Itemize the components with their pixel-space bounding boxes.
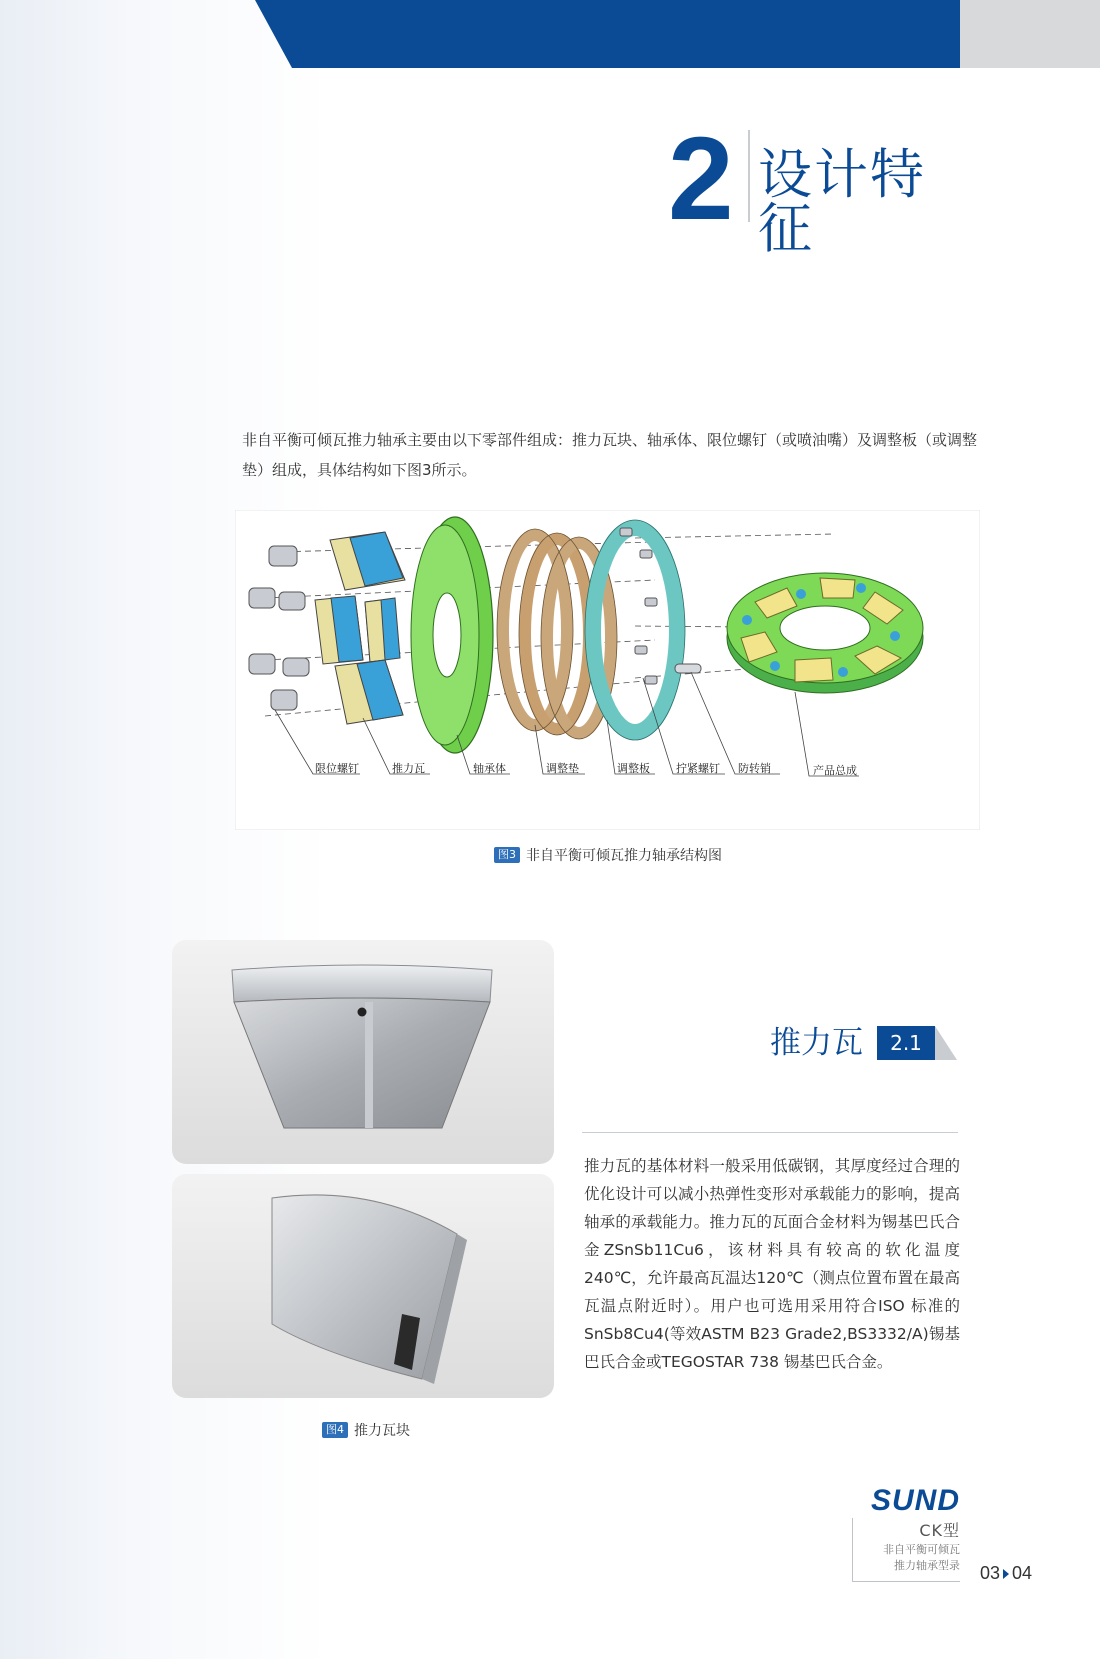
page-left: 03	[980, 1563, 1001, 1583]
page-right: 04	[1012, 1563, 1033, 1583]
catalog-desc-line2: 推力轴承型录	[894, 1559, 960, 1572]
subsection-heading	[770, 1024, 960, 1062]
catalog-model: CK型	[919, 1521, 960, 1540]
subsection-title: 推力瓦	[770, 1025, 863, 1061]
subsection-divider	[582, 1132, 958, 1133]
catalog-desc-line1: 非自平衡可倾瓦	[883, 1543, 960, 1556]
heading-divider	[748, 130, 750, 222]
brand-logo-block	[852, 1484, 960, 1518]
page-numbers	[980, 1563, 1032, 1584]
figure-3-tag: 图3	[494, 847, 520, 863]
label-limit-screw: 限位螺钉	[315, 762, 359, 775]
figure-4-caption	[322, 1420, 410, 1440]
header-bar-accent	[960, 0, 1100, 68]
subsection-tag-tail	[935, 1026, 957, 1060]
label-adjusting-shim: 调整垫	[546, 762, 579, 775]
figure-3-caption	[494, 845, 722, 865]
catalog-info	[852, 1518, 960, 1582]
figure-3-caption-text: 非自平衡可倾瓦推力轴承结构图	[526, 848, 722, 864]
page-arrow-icon	[1003, 1569, 1009, 1579]
figure-4-caption-text: 推力瓦块	[354, 1423, 410, 1439]
label-bearing-body: 轴承体	[473, 762, 506, 775]
section-number: 2	[668, 113, 730, 245]
brand-logo: SUND	[870, 1484, 960, 1517]
anti-rotation-pin	[675, 664, 701, 673]
product-assembly	[727, 573, 923, 693]
photo-thrust-pad-front	[172, 940, 554, 1164]
thrust-pad-description: 推力瓦的基体材料一般采用低碳钢，其厚度经过合理的优化设计可以减小热弹性变形对承载能力的影响，提高轴承的承载能力。推力瓦的瓦面合金材料为锡基巴氏合金ZSnSb11Cu6，该材料具有较高的软化温度240℃，允许最高瓦温达120℃（测点位置布置在最高瓦温点附近时）。用户也可选用采用符合ISO 标准的SnSb8Cu4(等效ASTM B23 Grade2,BS3332/A)锡基巴氏合金或TEGOSTAR 738 锡基巴氏合金。	[584, 1157, 960, 1371]
intro-paragraph: 非自平衡可倾瓦推力轴承主要由以下零部件组成：推力瓦块、轴承体、限位螺钉（或喷油嘴）及调整板（或调整垫）组成，具体结构如下图3所示。	[242, 431, 978, 479]
label-tightening-screw: 拧紧螺钉	[676, 762, 720, 775]
label-product-assembly: 产品总成	[813, 764, 857, 777]
label-anti-rotation-pin: 防转销	[738, 762, 771, 775]
label-thrust-pad: 推力瓦	[392, 762, 425, 775]
section-title: 设计特征	[758, 143, 926, 260]
figure-4-tag: 图4	[322, 1422, 348, 1438]
section-heading	[668, 113, 968, 260]
bearing-body	[411, 517, 493, 753]
figure-3-exploded-diagram	[235, 510, 980, 830]
label-adjusting-plate: 调整板	[617, 762, 650, 775]
header-bar	[0, 0, 960, 68]
subsection-number: 2.1	[877, 1026, 935, 1060]
photo-thrust-pad-back	[172, 1174, 554, 1398]
subsection-number-tag	[877, 1026, 957, 1060]
